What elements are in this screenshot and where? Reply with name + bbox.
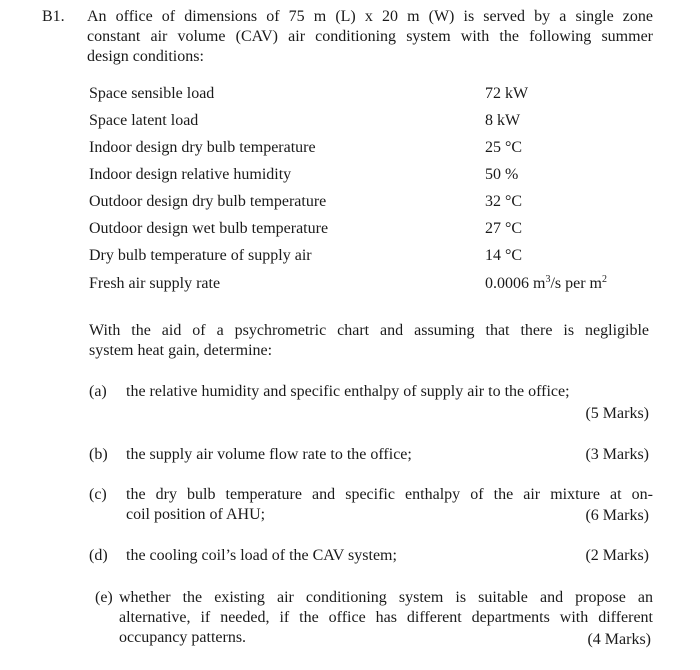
part-line: alternative, if needed, if the office has different departments with different: [119, 609, 653, 626]
condition-label: Indoor design dry bulb temperature: [89, 139, 316, 156]
part-line: the dry bulb temperature and specific enthalpy of the air mixture at on-: [126, 486, 653, 503]
superscript: 3: [545, 274, 551, 285]
condition-value: 32 °C: [485, 193, 523, 210]
condition-value: [485, 274, 607, 294]
part-line: whether the existing air conditioning system is suitable and propose an: [119, 589, 653, 606]
condition-row: [89, 246, 649, 266]
condition-row: [89, 192, 649, 212]
condition-label: Space sensible load: [89, 85, 215, 102]
part-line: coil position of AHU;: [126, 506, 266, 523]
part-line: the cooling coil’s load of the CAV system;: [126, 547, 397, 564]
intro-line: An office of dimensions of 75 m (L) x 20 m (W) is served by a single zone: [87, 8, 653, 25]
marks-label: (3 Marks): [585, 446, 649, 463]
condition-value: 25 °C: [485, 139, 523, 156]
condition-row: [89, 138, 649, 158]
part-line: occupancy patterns.: [119, 629, 247, 646]
part-letter: (b): [89, 446, 108, 463]
question-part-a: [89, 382, 655, 426]
part-letter: (e): [95, 589, 113, 606]
instruction-line: With the aid of a psychrometric chart and assuming that there is negligible: [89, 322, 649, 339]
condition-label: Outdoor design dry bulb temperature: [89, 193, 327, 210]
marks-label: (5 Marks): [585, 405, 649, 422]
condition-value-part: /s per m: [550, 275, 602, 292]
condition-value: 8 kW: [485, 112, 521, 129]
condition-row: [89, 165, 649, 185]
marks-label: (4 Marks): [587, 631, 651, 648]
condition-label: Space latent load: [89, 112, 199, 129]
condition-value: 72 kW: [485, 85, 529, 102]
marks-label: (2 Marks): [585, 547, 649, 564]
part-text: [126, 546, 653, 566]
condition-value: 14 °C: [485, 247, 523, 264]
question-number: B1.: [42, 8, 65, 25]
intro-line: design conditions:: [87, 48, 204, 65]
condition-row: [89, 111, 649, 131]
condition-row: [89, 274, 649, 294]
part-letter: (c): [89, 486, 107, 503]
superscript: 2: [602, 274, 607, 285]
question-part-b: [89, 445, 655, 465]
question-intro: [87, 7, 653, 67]
part-letter: (a): [89, 383, 107, 400]
part-letter: (d): [89, 547, 108, 564]
condition-label: Dry bulb temperature of supply air: [89, 247, 312, 264]
condition-value: 27 °C: [485, 220, 523, 237]
part-text: [126, 445, 653, 465]
condition-label: Outdoor design wet bulb temperature: [89, 220, 329, 237]
question-part-e: [95, 588, 655, 652]
condition-value-part: 0.0006 m: [485, 275, 546, 292]
part-text: [119, 588, 653, 648]
question-part-d: [89, 546, 655, 566]
part-line: the relative humidity and specific enthalpy of supply air to the office;: [126, 383, 570, 400]
part-text: [126, 382, 653, 402]
part-text: [126, 485, 653, 525]
part-line: the supply air volume flow rate to the office;: [126, 446, 412, 463]
intro-line: constant air volume (CAV) air conditioning system with the following summer: [87, 28, 653, 45]
marks-label: (6 Marks): [585, 507, 649, 524]
condition-label: Indoor design relative humidity: [89, 166, 292, 183]
instruction-line: system heat gain, determine:: [89, 342, 273, 359]
condition-row: [89, 84, 649, 104]
instruction-text: [89, 321, 649, 361]
condition-row: [89, 219, 649, 239]
question-part-c: [89, 485, 655, 527]
condition-value: 50 %: [485, 166, 519, 183]
condition-label: Fresh air supply rate: [89, 275, 221, 292]
